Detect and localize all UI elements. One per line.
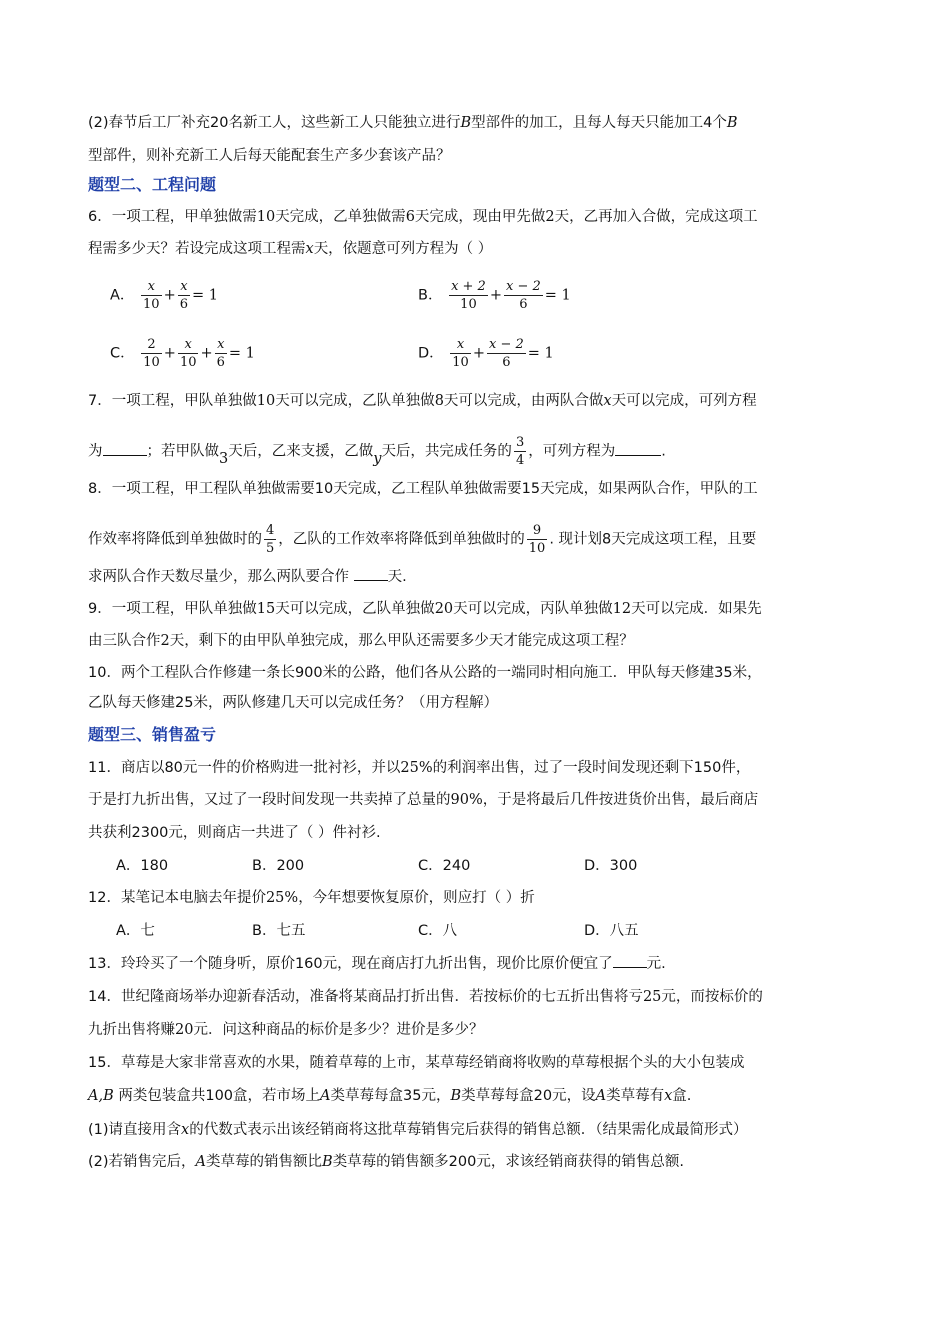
answer-blank[interactable]: [103, 441, 147, 456]
q6-option-b[interactable]: B． $\frac{x + 2}{10}$ + $\frac{x - 2}{6}$ = 1: [418, 279, 571, 312]
fraction: $\frac{3}{4}$: [515, 435, 525, 468]
fraction: $\frac{2}{10}$: [143, 337, 160, 370]
q12-option-a[interactable]: A．七: [116, 923, 155, 939]
fraction: $\frac{x}{10}$: [179, 337, 197, 370]
q7-line2: 为 ；若甲队做3天后，乙来支援，乙做y天后，共完成任务的 $\frac{3}{4}$ ，可列方程为 .: [88, 435, 666, 468]
q11-option-b[interactable]: B．200: [252, 858, 305, 874]
q8-line3: 求两队合作天数尽量少，那么两队要合作 天.: [88, 566, 407, 588]
fraction: $\frac{x}{10}$: [143, 279, 160, 312]
answer-blank[interactable]: [613, 953, 647, 968]
q15-part2: (2)若销售完后，A类草莓的销售额比B类草莓的销售额多200元，求该经销商获得的销售总额.: [88, 1154, 684, 1170]
q6-line1: 6．一项工程，甲单独做需10天完成，乙单独做需6天完成，现由甲先做2天，乙再加入合做，完成这项工: [88, 209, 758, 225]
q11-line3: 共获利2300元，则商店一共进了（ ）件衬衫.: [88, 825, 381, 841]
q6-option-a[interactable]: A． $\frac{x}{10}$ + $\frac{x}{6}$ = 1: [110, 279, 218, 312]
fraction: $\frac{x + 2}{10}$: [451, 279, 486, 312]
fraction: $\frac{x - 2}{6}$: [488, 337, 524, 370]
answer-blank[interactable]: [354, 566, 388, 581]
q15-line1: 15．草莓是大家非常喜欢的水果，随着草莓的上市，某草莓经销商将收购的草莓根据个头的大小包装成: [88, 1055, 745, 1071]
q5-part2-line2: 型部件，则补充新工人后每天能配套生产多少套该产品？: [88, 148, 451, 164]
q11-option-c[interactable]: C．240: [418, 858, 471, 874]
q15-line2: A,B 两类包装盒共100盒，若市场上A类草莓每盒35元，B类草莓每盒20元，设A类草莓有x盒.: [88, 1088, 692, 1104]
q6-option-c[interactable]: C． $\frac{2}{10}$ + $\frac{x}{10}$ + $\frac{x}{6}$ = 1: [110, 337, 255, 370]
fraction: $\frac{x}{6}$: [216, 337, 225, 370]
q8-line2: 作效率将降低到单独做时的 $\frac{4}{5}$ ，乙队的工作效率将降低到单独做时的 $\frac{9}{10}$ . 现计划8天完成这项工程，且要: [88, 523, 757, 556]
q10-line1: 10．两个工程队合作修建一条长900米的公路，他们各从公路的一端同时相向施工．甲队每天修建35米，: [88, 665, 762, 681]
q9-line2: 由三队合作2天，剩下的由甲队单独完成，那么甲队还需要多少天才能完成这项工程？: [88, 633, 634, 649]
q10-line2: 乙队每天修建25米，两队修建几天可以完成任务？（用方程解）: [88, 695, 498, 711]
q14-line2: 九折出售将赚20元．问这种商品的标价是多少？进价是多少？: [88, 1022, 484, 1038]
q7-line1: 7．一项工程，甲队单独做10天可以完成，乙队单独做8天可以完成，由两队合做x天可以完成，可列方程: [88, 393, 757, 409]
q9-line1: 9．一项工程，甲队单独做15天可以完成，乙队单独做20天可以完成，丙队单独做12天可以完成．如果先: [88, 601, 762, 617]
q14-line1: 14．世纪隆商场举办迎新春活动，准备将某商品打折出售．若按标价的七五折出售将亏25元，而按标价的: [88, 989, 763, 1005]
section-heading-sales: 题型三、销售盈亏: [88, 725, 217, 744]
section-heading-engineering: 题型二、工程问题: [88, 175, 217, 194]
q12-option-b[interactable]: B．七五: [252, 923, 306, 939]
q8-line1: 8．一项工程，甲工程队单独做需要10天完成，乙工程队单独做需要15天完成，如果两队合作，甲队的工: [88, 481, 758, 497]
fraction: $\frac{x}{6}$: [179, 279, 189, 312]
q6-option-d[interactable]: D． $\frac{x}{10}$ + $\frac{x - 2}{6}$ = 1: [418, 337, 554, 370]
q11-option-d[interactable]: D．300: [584, 858, 638, 874]
q12-option-d[interactable]: D．八五: [584, 923, 639, 939]
q11-line1: 11．商店以80元一件的价格购进一批衬衫，并以25%的利润率出售，过了一段时间发现还剩下150件，: [88, 760, 751, 776]
fraction: $\frac{9}{10}$: [528, 523, 546, 556]
answer-blank[interactable]: [615, 441, 661, 456]
q13-line1: 13．玲玲买了一个随身听，原价160元，现在商店打九折出售，现价比原价便宜了 元.: [88, 953, 666, 975]
q11-line2: 于是打九折出售，又过了一段时间发现一共卖掉了总量的90%，于是将最后几件按进货价出售，最后商店: [88, 792, 759, 808]
q6-line2: 程需多少天？若设完成这项工程需x天，依题意可列方程为（ ）: [88, 241, 493, 257]
q15-part1: (1)请直接用含x的代数式表示出该经销商将这批草莓销售完后获得的销售总额．（结果需化成最简形式）: [88, 1122, 748, 1138]
q11-option-a[interactable]: A．180: [116, 858, 169, 874]
q12-option-c[interactable]: C．八: [418, 923, 458, 939]
fraction: $\frac{x - 2}{6}$: [505, 279, 541, 312]
fraction: $\frac{4}{5}$: [266, 523, 275, 556]
q5-part2-line1: (2)春节后工厂补充20名新工人，这些新工人只能独立进行B型部件的加工，且每人每天只能加工4个B: [88, 115, 738, 131]
fraction: $\frac{x}{10}$: [452, 337, 469, 370]
q12-line1: 12．某笔记本电脑去年提价25%，今年想要恢复原价，则应打（ ）折: [88, 890, 535, 906]
